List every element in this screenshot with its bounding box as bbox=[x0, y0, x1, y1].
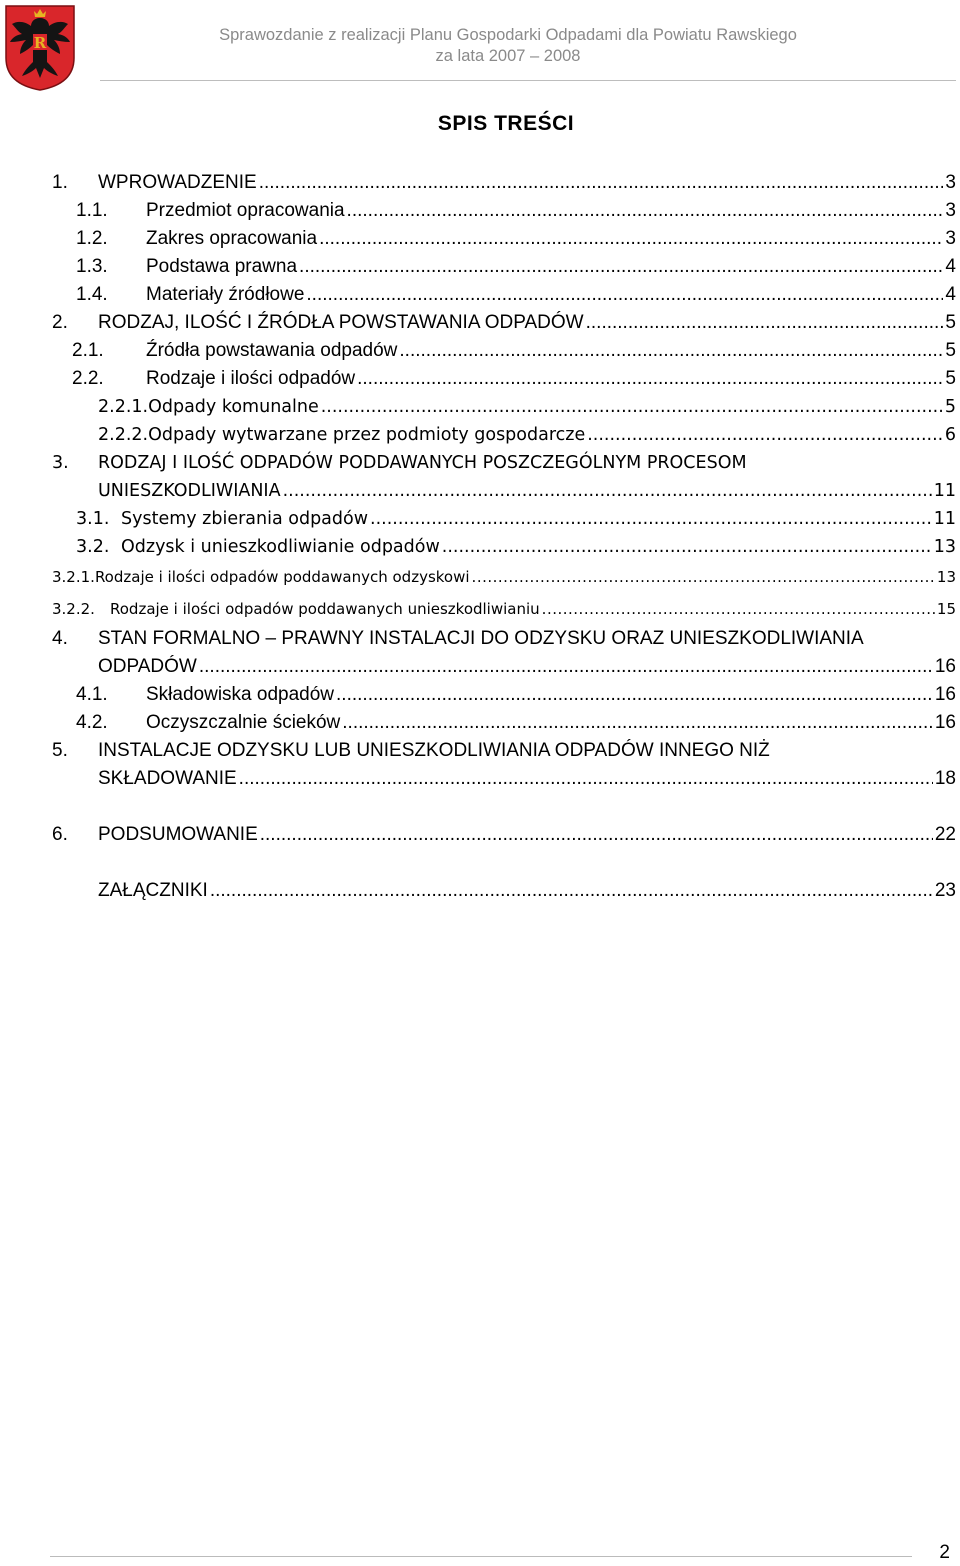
toc-title: Rodzaje i ilości odpadów poddawanych odzyskowi bbox=[94, 568, 470, 586]
toc-title: Rodzaje i ilości odpadów poddawanych unieszkodliwianiu bbox=[110, 600, 540, 618]
toc-entry[interactable] bbox=[72, 340, 956, 362]
toc-entry[interactable] bbox=[52, 312, 956, 334]
toc-entry[interactable] bbox=[72, 368, 956, 390]
toc-page: 5 bbox=[945, 368, 956, 389]
toc-title: STAN FORMALNO – PRAWNY INSTALACJI DO ODZYSKU ORAZ UNIESZKODLIWIANIA bbox=[98, 628, 864, 649]
footer-divider bbox=[50, 1556, 912, 1557]
header-title: Sprawozdanie z realizacji Planu Gospodarki Odpadami dla Powiatu Rawskiego bbox=[219, 26, 797, 44]
toc-entry[interactable] bbox=[98, 656, 956, 678]
toc-number: 1.1. bbox=[76, 200, 108, 221]
toc-title: Źródła powstawania odpadów bbox=[146, 340, 398, 361]
toc-title: Systemy zbierania odpadów bbox=[121, 509, 369, 529]
toc-entry[interactable] bbox=[52, 172, 956, 194]
toc-page: 22 bbox=[934, 824, 956, 845]
toc-page: 5 bbox=[944, 397, 956, 417]
toc-page: 16 bbox=[934, 684, 956, 705]
toc-page: 5 bbox=[945, 312, 956, 333]
toc-title: Składowiska odpadów bbox=[146, 684, 335, 705]
toc-number: 6. bbox=[52, 824, 68, 845]
toc-number: 2.2.2. bbox=[98, 425, 149, 445]
toc-leader bbox=[283, 480, 932, 502]
toc-page: 3 bbox=[945, 200, 956, 221]
toc-page: 11 bbox=[933, 509, 956, 529]
toc-number: 4.1. bbox=[76, 684, 108, 705]
toc-leader bbox=[587, 424, 943, 446]
toc-title: RODZAJ I ILOŚĆ ODPADÓW PODDAWANYCH POSZCZEGÓLNYM PROCESOM bbox=[98, 453, 747, 473]
toc-entry[interactable] bbox=[52, 598, 956, 620]
toc-leader bbox=[586, 312, 944, 334]
toc-title: ZAŁĄCZNIKI bbox=[98, 880, 208, 901]
toc-title: Przedmiot opracowania bbox=[146, 200, 345, 221]
toc-leader bbox=[259, 172, 944, 194]
toc-number: 2.2.1. bbox=[98, 397, 149, 417]
toc-leader bbox=[260, 824, 933, 846]
toc-entry[interactable] bbox=[52, 824, 956, 846]
toc-page: 4 bbox=[945, 256, 956, 277]
toc-leader bbox=[542, 598, 935, 620]
toc-leader bbox=[347, 200, 944, 222]
toc-leader bbox=[472, 566, 935, 588]
toc-page: 16 bbox=[934, 656, 956, 677]
toc-entry[interactable] bbox=[98, 880, 956, 902]
toc-number: 1.4. bbox=[76, 284, 108, 305]
toc-number: 3.2.1. bbox=[52, 568, 95, 586]
toc-leader bbox=[336, 684, 933, 706]
toc-title: Oczyszczalnie ścieków bbox=[146, 712, 341, 733]
toc-entry-first-line[interactable] bbox=[52, 740, 956, 762]
svg-text:R: R bbox=[33, 34, 47, 52]
toc-title: Odpady wytwarzane przez podmioty gospodarcze bbox=[148, 425, 586, 445]
toc-page: 4 bbox=[945, 284, 956, 305]
toc-leader bbox=[199, 656, 933, 678]
toc-number: 3.2.2. bbox=[52, 600, 95, 618]
toc-entry[interactable] bbox=[76, 684, 956, 706]
toc-number: 2.2. bbox=[72, 368, 104, 389]
toc-leader bbox=[342, 712, 933, 734]
toc-entry[interactable] bbox=[76, 536, 956, 558]
toc-page: 5 bbox=[945, 340, 956, 361]
toc-entry[interactable] bbox=[98, 768, 956, 790]
toc-entry[interactable] bbox=[76, 200, 956, 222]
toc-entry-first-line[interactable] bbox=[52, 628, 956, 650]
toc-title-continued: SKŁADOWANIE bbox=[98, 768, 237, 789]
toc-title: Materiały źródłowe bbox=[146, 284, 305, 305]
header-subtitle: za lata 2007 – 2008 bbox=[435, 47, 581, 65]
toc-entry[interactable] bbox=[98, 480, 956, 502]
toc-title: Odzysk i unieszkodliwianie odpadów bbox=[121, 537, 440, 557]
toc-leader bbox=[319, 228, 943, 250]
toc-entry[interactable] bbox=[76, 284, 956, 306]
toc-title: Odpady komunalne bbox=[148, 397, 319, 417]
toc-leader bbox=[306, 284, 943, 306]
toc-title: INSTALACJE ODZYSKU LUB UNIESZKODLIWIANIA ODPADÓW INNEGO NIŻ bbox=[98, 740, 770, 761]
toc-number: 4.2. bbox=[76, 712, 108, 733]
toc-entry[interactable] bbox=[76, 256, 956, 278]
toc-entry[interactable] bbox=[76, 228, 956, 250]
toc-leader bbox=[370, 508, 932, 530]
toc-title-continued: UNIESZKODLIWIANIA bbox=[98, 481, 281, 501]
page-number: 2 bbox=[939, 1542, 950, 1563]
toc-page: 6 bbox=[944, 425, 956, 445]
toc-leader bbox=[357, 368, 943, 390]
toc-entry[interactable] bbox=[76, 712, 956, 734]
toc-number: 1. bbox=[52, 172, 68, 193]
toc-page: 16 bbox=[934, 712, 956, 733]
toc-page: 3 bbox=[945, 228, 956, 249]
toc-title: Podstawa prawna bbox=[146, 256, 298, 277]
toc-leader bbox=[399, 340, 943, 362]
toc-number: 3.2. bbox=[76, 537, 110, 557]
toc-page: 11 bbox=[933, 481, 956, 501]
toc-number: 3.1. bbox=[76, 509, 110, 529]
toc-title: RODZAJ, ILOŚĆ I ŹRÓDŁA POWSTAWANIA ODPADÓW bbox=[98, 312, 584, 333]
toc-entry[interactable] bbox=[52, 566, 956, 588]
toc-page: 13 bbox=[933, 537, 956, 557]
toc-number: 4. bbox=[52, 628, 68, 649]
toc-page: 3 bbox=[945, 172, 956, 193]
toc-title: WPROWADZENIE bbox=[98, 172, 257, 193]
toc-number: 5. bbox=[52, 740, 68, 761]
toc-page: 13 bbox=[936, 568, 956, 586]
toc-page: 15 bbox=[936, 600, 956, 618]
toc-entry[interactable] bbox=[76, 508, 956, 530]
toc-leader bbox=[210, 880, 933, 902]
toc-entry[interactable] bbox=[98, 424, 956, 446]
toc-title: Zakres opracowania bbox=[146, 228, 318, 249]
toc-entry[interactable] bbox=[98, 396, 956, 418]
page-title: SPIS TREŚCI bbox=[437, 112, 575, 135]
toc-leader bbox=[321, 396, 943, 418]
toc-title: PODSUMOWANIE bbox=[98, 824, 258, 845]
toc-leader bbox=[442, 536, 932, 558]
toc-number: 3. bbox=[52, 453, 69, 473]
toc-entry-first-line[interactable] bbox=[52, 452, 956, 474]
toc-number: 1.3. bbox=[76, 256, 108, 277]
toc-page: 23 bbox=[934, 880, 956, 901]
toc-title-continued: ODPADÓW bbox=[98, 656, 197, 677]
toc-page: 18 bbox=[934, 768, 956, 789]
toc-number: 2.1. bbox=[72, 340, 104, 361]
toc-leader bbox=[299, 256, 943, 278]
toc-leader bbox=[239, 768, 933, 790]
toc-number: 1.2. bbox=[76, 228, 108, 249]
toc-title: Rodzaje i ilości odpadów bbox=[146, 368, 356, 389]
toc-number: 2. bbox=[52, 312, 68, 333]
